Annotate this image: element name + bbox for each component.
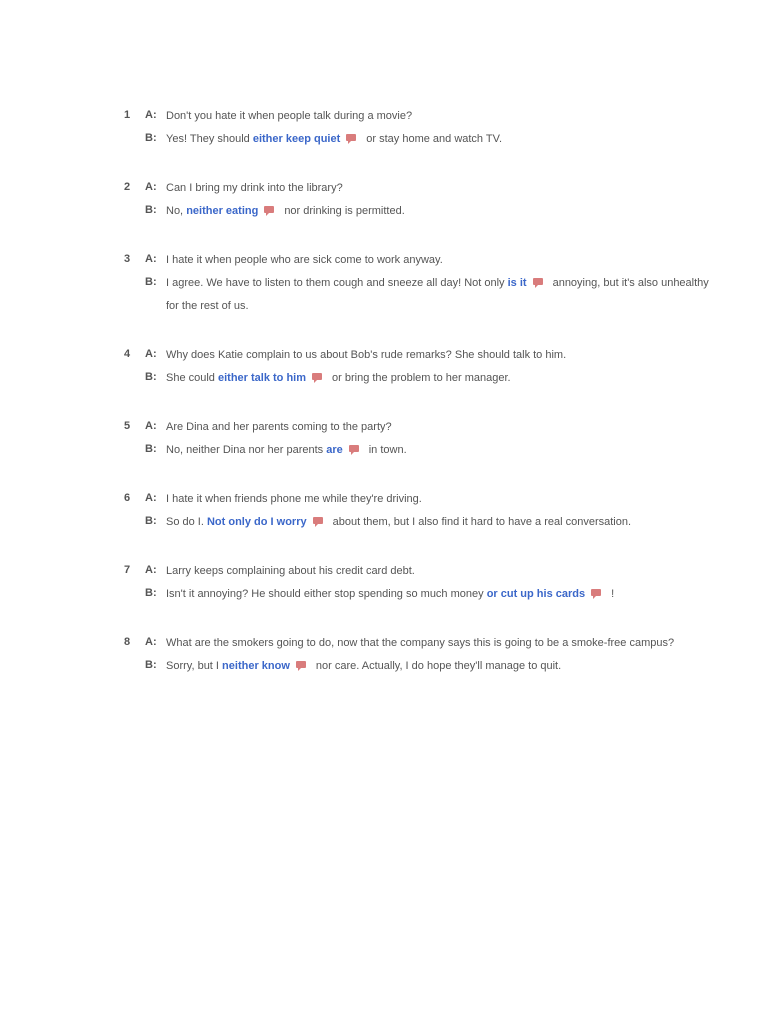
speaker-a-label: A: (145, 253, 157, 265)
answer-text: neither eating (186, 205, 259, 217)
speaker-a-label: A: (145, 492, 157, 504)
speaker-a-text: Are Dina and her parents coming to the party? (166, 421, 392, 433)
response-text: or stay home and watch TV. (366, 133, 503, 145)
speaker-a-line (166, 249, 706, 272)
response-text: I agree. We have to listen to them cough and sneeze all day! Not only (166, 277, 508, 289)
comment-icon[interactable] (313, 517, 323, 524)
speaker-b-line (166, 272, 709, 295)
speaker-a-label: A: (145, 420, 157, 432)
comment-icon[interactable] (296, 661, 306, 668)
response-text: nor care. Actually, I do hope they'll manage to quit. (315, 660, 562, 672)
item-number: 7 (124, 564, 131, 576)
speaker-a-label: A: (145, 348, 157, 360)
speaker-a-text: Don't you hate it when people talk during a movie? (166, 110, 413, 122)
comment-icon[interactable] (312, 373, 322, 380)
answer-text: are (326, 444, 343, 456)
speaker-b-label: B: (145, 587, 157, 599)
speaker-a-line (166, 177, 706, 200)
item-number: 1 (124, 109, 131, 121)
speaker-a-text: I hate it when friends phone me while they're driving. (166, 493, 422, 505)
speaker-a-line (166, 105, 706, 128)
speaker-a-line (166, 560, 706, 583)
response-text: in town. (368, 444, 407, 456)
answer-text: or cut up his cards (486, 588, 586, 600)
item-number: 6 (124, 492, 131, 504)
speaker-a-label: A: (145, 181, 157, 193)
answer-text: Not only do I worry (206, 516, 307, 528)
speaker-a-text: Can I bring my drink into the library? (166, 182, 343, 194)
item-number: 8 (124, 636, 131, 648)
speaker-b-line (166, 511, 706, 534)
speaker-a-label: A: (145, 109, 157, 121)
response-text: for the rest of us. (166, 300, 249, 312)
speaker-b-label: B: (145, 443, 157, 455)
speaker-b-line (166, 367, 706, 390)
speaker-b-line (166, 200, 706, 223)
answer-text: neither know (222, 660, 290, 672)
speaker-a-text: I hate it when people who are sick come to work anyway. (166, 254, 443, 266)
speaker-a-line (166, 344, 706, 367)
response-text: She could (166, 372, 218, 384)
response-text: or bring the problem to her manager. (332, 372, 511, 384)
response-text: Isn't it annoying? He should either stop spending so much money (166, 588, 487, 600)
comment-icon[interactable] (264, 206, 274, 213)
comment-icon[interactable] (591, 589, 601, 596)
speaker-a-line (166, 632, 706, 655)
speaker-a-text: Why does Katie complain to us about Bob's rude remarks? She should talk to him. (166, 349, 567, 361)
speaker-a-line (166, 488, 706, 511)
speaker-b-line (166, 439, 706, 462)
item-number: 3 (124, 253, 131, 265)
speaker-a-label: A: (145, 636, 157, 648)
speaker-b-line (166, 655, 706, 678)
item-number: 4 (124, 348, 131, 360)
comment-icon[interactable] (533, 278, 543, 285)
response-text: nor drinking is permitted. (284, 205, 405, 217)
response-text: annoying, but it's also unhealthy (552, 277, 709, 289)
speaker-a-label: A: (145, 564, 157, 576)
comment-icon[interactable] (346, 134, 356, 141)
speaker-b-label: B: (145, 659, 157, 671)
answer-text: either talk to him (217, 372, 307, 384)
speaker-a-text: What are the smokers going to do, now that the company says this is going to be a smoke-free campus? (166, 637, 675, 649)
speaker-b-label: B: (145, 515, 157, 527)
response-text: No, neither Dina nor her parents (166, 444, 327, 456)
speaker-b-line (166, 128, 706, 151)
comment-icon[interactable] (349, 445, 359, 452)
speaker-b-line-continued (166, 295, 706, 318)
speaker-b-label: B: (145, 132, 157, 144)
item-number: 2 (124, 181, 131, 193)
response-text: Sorry, but I (166, 660, 223, 672)
response-text: about them, but I also find it hard to have a real conversation. (332, 516, 632, 528)
answer-text: is it (507, 277, 527, 289)
speaker-b-label: B: (145, 276, 157, 288)
speaker-a-line (166, 416, 706, 439)
response-text: No, (166, 205, 187, 217)
answer-text: either keep quiet (252, 133, 341, 145)
item-number: 5 (124, 420, 131, 432)
speaker-a-text: Larry keeps complaining about his credit card debt. (166, 565, 415, 577)
speaker-b-label: B: (145, 371, 157, 383)
response-text: So do I. (166, 516, 207, 528)
speaker-b-line (166, 583, 706, 606)
speaker-b-label: B: (145, 204, 157, 216)
response-text: ! (611, 588, 615, 600)
response-text: Yes! They should (166, 133, 253, 145)
